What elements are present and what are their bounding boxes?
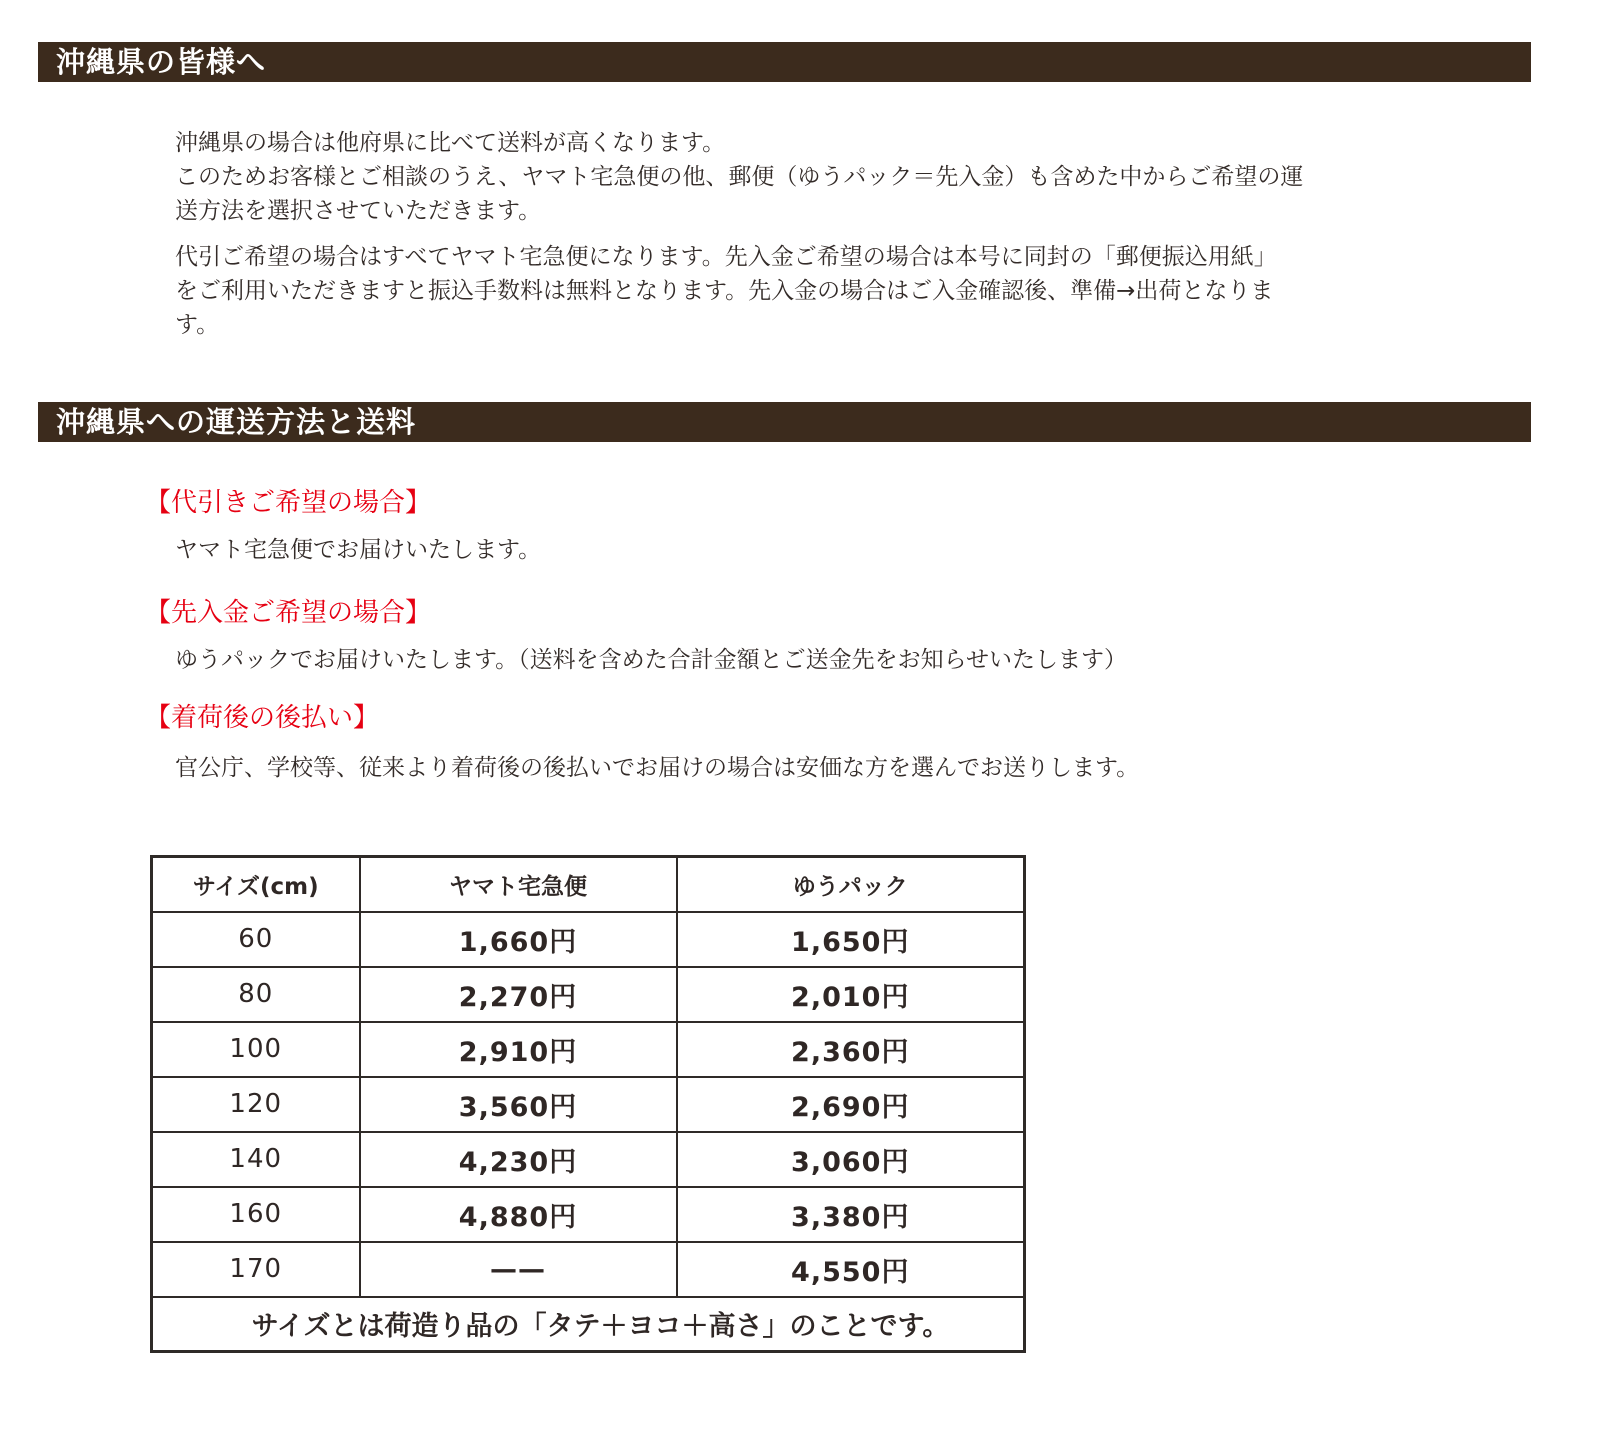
paragraph-line: 送方法を選択させていただきます。 <box>175 198 542 224</box>
table-note-row <box>152 1297 1025 1352</box>
body-postpayment-option: 官公庁、学校等、従来より着荷後の後払いでお届けの場合は安価な方を選んでお送りします。 <box>175 755 1140 781</box>
table-row <box>152 912 1025 967</box>
yupack-price: 2,010円 <box>677 967 1025 1022</box>
paragraph-line: 代引ご希望の場合はすべてヤマト宅急便になります。先入金ご希望の場合は本号に同封の「郵便振込用紙」 <box>175 244 1277 270</box>
intro-paragraph-1 <box>175 126 1435 228</box>
heading-prepayment-option: 【先入金ご希望の場合】 <box>145 598 432 628</box>
yamato-price: 4,880円 <box>360 1187 677 1242</box>
column-header-yupack: ゆうパック <box>677 857 1025 912</box>
size-value: 120 <box>152 1077 360 1132</box>
intro-paragraph-2 <box>175 240 1435 342</box>
yupack-price: 3,060円 <box>677 1132 1025 1187</box>
yupack-price: 2,360円 <box>677 1022 1025 1077</box>
section-header-shipping-methods: 沖縄県への運送方法と送料 <box>38 402 1531 442</box>
table-row <box>152 967 1025 1022</box>
size-value: 60 <box>152 912 360 967</box>
yamato-price: 3,560円 <box>360 1077 677 1132</box>
yupack-price: 3,380円 <box>677 1187 1025 1242</box>
yamato-price-dash: —— <box>360 1242 677 1297</box>
paragraph-line: 沖縄県の場合は他府県に比べて送料が高くなります。 <box>175 130 726 156</box>
table-row <box>152 1132 1025 1187</box>
size-value: 140 <box>152 1132 360 1187</box>
shipping-price-table <box>150 855 1026 1353</box>
table-header-row <box>152 857 1025 912</box>
table-row <box>152 1187 1025 1242</box>
size-value: 80 <box>152 967 360 1022</box>
size-value: 100 <box>152 1022 360 1077</box>
table-row <box>152 1022 1025 1077</box>
paragraph-line: す。 <box>175 312 220 338</box>
column-header-yamato: ヤマト宅急便 <box>360 857 677 912</box>
yupack-price: 1,650円 <box>677 912 1025 967</box>
paragraph-line: をご利用いただきますと振込手数料は無料となります。先入金の場合はご入金確認後、準備→出荷となりま <box>175 278 1274 304</box>
yamato-price: 2,270円 <box>360 967 677 1022</box>
heading-cod-option: 【代引きご希望の場合】 <box>145 488 432 518</box>
yamato-price: 4,230円 <box>360 1132 677 1187</box>
body-cod-option: ヤマト宅急便でお届けいたします。 <box>175 537 542 563</box>
size-value: 170 <box>152 1242 360 1297</box>
table-row <box>152 1077 1025 1132</box>
paragraph-line: このためお客様とご相談のうえ、ヤマト宅急便の他、郵便（ゆうパック＝先入金）も含めた中からご希望の運 <box>175 164 1304 190</box>
yupack-price: 4,550円 <box>677 1242 1025 1297</box>
size-value: 160 <box>152 1187 360 1242</box>
yamato-price: 1,660円 <box>360 912 677 967</box>
table-row <box>152 1242 1025 1297</box>
section-header-okinawa-customers: 沖縄県の皆様へ <box>38 42 1531 82</box>
size-definition-note: サイズとは荷造り品の「タテ＋ヨコ＋高さ」のことです。 <box>152 1297 1025 1352</box>
column-header-size: サイズ(cm) <box>152 857 360 912</box>
body-prepayment-option: ゆうパックでお届けいたします。（送料を含めた合計金額とご送金先をお知らせいたします） <box>175 647 1127 673</box>
heading-postpayment-option: 【着荷後の後払い】 <box>145 703 380 733</box>
yupack-price: 2,690円 <box>677 1077 1025 1132</box>
yamato-price: 2,910円 <box>360 1022 677 1077</box>
